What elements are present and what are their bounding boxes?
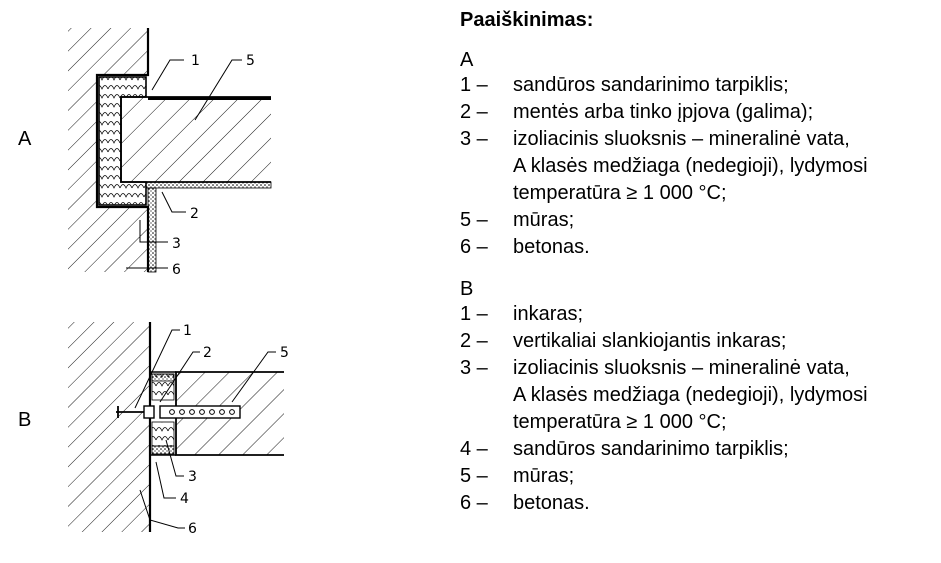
legend-item (460, 207, 935, 234)
legend-item (460, 490, 935, 517)
detail-a-plaster-vertical (148, 188, 156, 272)
callout-a-5: 5 (246, 53, 255, 69)
legend-item-line: temperatūra ≥ 1 000 °C; (513, 411, 727, 433)
legend-item-text (513, 328, 935, 355)
legend-item-line: inkaras; (513, 303, 584, 325)
legend-item-number: 3 – (460, 128, 488, 150)
legend-item-number: 5 – (460, 465, 488, 487)
legend-item (460, 99, 935, 126)
callout-a-6: 6 (172, 262, 181, 278)
legend-item-text (513, 355, 935, 436)
callout-b-2: 2 (203, 345, 212, 361)
legend-item (460, 328, 935, 355)
legend-section-heading: A (460, 49, 474, 71)
legend-item-number: 5 – (460, 209, 488, 231)
legend-item-number: 1 – (460, 303, 488, 325)
legend-item (460, 355, 935, 436)
legend-item-line: betonas. (513, 236, 590, 258)
legend-section (460, 48, 935, 261)
legend-item-line: vertikaliai slankiojantis inkaras; (513, 330, 787, 352)
legend-item (460, 436, 935, 463)
detail-a-label: A (18, 128, 32, 150)
legend-item (460, 463, 935, 490)
callout-a-2: 2 (190, 206, 199, 222)
legend-item-number: 6 – (460, 236, 488, 258)
detail-b-seal-top (152, 374, 174, 381)
construction-detail-diagram (0, 0, 450, 563)
detail-b-label: B (18, 409, 32, 431)
legend-item-text (513, 126, 935, 207)
detail-a-sealing-strip (148, 97, 271, 100)
legend-item-line: sandūros sandarinimo tarpiklis; (513, 74, 789, 96)
legend-item-text (513, 490, 935, 517)
legend-title: Paaiškinimas: (460, 9, 594, 31)
legend-item-line: izoliacinis sluoksnis – mineralinė vata, (513, 128, 850, 150)
legend-item-text (513, 207, 935, 234)
legend-item-text (513, 72, 935, 99)
legend-item (460, 126, 935, 207)
legend-item-number: 4 – (460, 438, 488, 460)
legend-item-line: izoliacinis sluoksnis – mineralinė vata, (513, 357, 850, 379)
legend-item-number: 2 – (460, 330, 488, 352)
detail-b-concrete (68, 322, 150, 532)
detail-a-plaster-bottom (146, 182, 271, 188)
legend-item (460, 234, 935, 261)
legend-item-line: betonas. (513, 492, 590, 514)
callout-a-3: 3 (172, 236, 181, 252)
callout-b-6: 6 (188, 521, 197, 537)
legend-item-number: 2 – (460, 101, 488, 123)
detail-b (18, 322, 289, 537)
legend-item-line: temperatūra ≥ 1 000 °C; (513, 182, 727, 204)
callout-b-5: 5 (280, 345, 289, 361)
detail-a (18, 28, 271, 278)
callout-b-1: 1 (183, 323, 192, 339)
legend-item-number: 6 – (460, 492, 488, 514)
legend-item-text (513, 436, 935, 463)
legend-item-text (513, 301, 935, 328)
legend-item-line: mūras; (513, 465, 575, 487)
legend-item-line: mentės arba tinko įpjova (galima); (513, 101, 814, 123)
legend-item-line: A klasės medžiaga (nedegioji), lydymosi (513, 155, 868, 177)
legend-item-line: A klasės medžiaga (nedegioji), lydymosi (513, 384, 868, 406)
callout-a-1: 1 (191, 53, 200, 69)
legend-item (460, 301, 935, 328)
legend (460, 8, 935, 533)
legend-sections (460, 48, 935, 517)
legend-item-number: 1 – (460, 74, 488, 96)
legend-section-heading: B (460, 278, 474, 300)
legend-item-text (513, 463, 935, 490)
legend-item-text (513, 99, 935, 126)
legend-item-line: sandūros sandarinimo tarpiklis; (513, 438, 789, 460)
legend-section (460, 277, 935, 517)
callout-b-4: 4 (180, 491, 189, 507)
legend-item-text (513, 234, 935, 261)
legend-item-line: mūras; (513, 209, 575, 231)
callout-b-3: 3 (188, 469, 197, 485)
legend-item-number: 3 – (460, 357, 488, 379)
detail-a-masonry (121, 97, 271, 182)
legend-item (460, 72, 935, 99)
detail-b-seal-bottom (152, 446, 174, 454)
